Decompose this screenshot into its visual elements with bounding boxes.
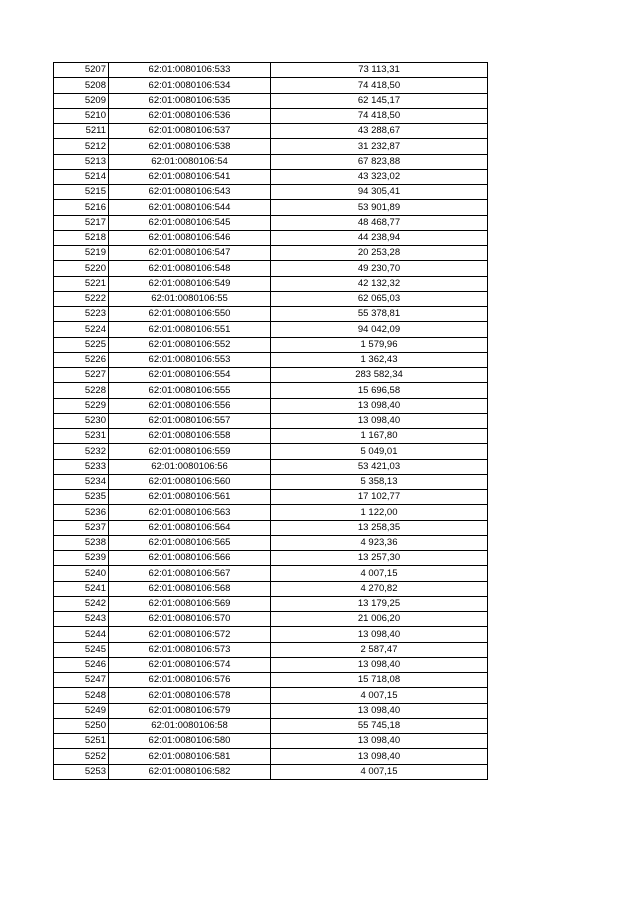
cadastral-value-cell: 13 098,40 — [271, 657, 488, 672]
cadastral-value-cell: 13 257,30 — [271, 551, 488, 566]
cadastral-number-cell: 62:01:0080106:537 — [109, 124, 271, 139]
table-row — [54, 261, 488, 276]
cadastral-number-cell: 62:01:0080106:55 — [109, 291, 271, 306]
cadastral-number-cell: 62:01:0080106:553 — [109, 352, 271, 367]
row-number-cell: 5213 — [54, 154, 109, 169]
cadastral-number-cell: 62:01:0080106:533 — [109, 63, 271, 78]
row-number-cell: 5243 — [54, 612, 109, 627]
table-row — [54, 139, 488, 154]
table-row — [54, 322, 488, 337]
row-number-cell: 5223 — [54, 307, 109, 322]
cadastral-number-cell: 62:01:0080106:565 — [109, 535, 271, 550]
cadastral-value-cell: 74 418,50 — [271, 108, 488, 123]
cadastral-number-cell: 62:01:0080106:578 — [109, 688, 271, 703]
table-row — [54, 154, 488, 169]
cadastral-value-cell: 13 098,40 — [271, 734, 488, 749]
row-number-cell: 5218 — [54, 230, 109, 245]
table-row — [54, 734, 488, 749]
table-row — [54, 124, 488, 139]
cadastral-number-cell: 62:01:0080106:546 — [109, 230, 271, 245]
row-number-cell: 5221 — [54, 276, 109, 291]
row-number-cell: 5222 — [54, 291, 109, 306]
row-number-cell: 5249 — [54, 703, 109, 718]
row-number-cell: 5209 — [54, 93, 109, 108]
cadastral-value-cell: 1 579,96 — [271, 337, 488, 352]
table-row — [54, 200, 488, 215]
table-row — [54, 307, 488, 322]
cadastral-number-cell: 62:01:0080106:572 — [109, 627, 271, 642]
cadastral-value-cell: 67 823,88 — [271, 154, 488, 169]
table-row — [54, 429, 488, 444]
cadastral-number-cell: 62:01:0080106:579 — [109, 703, 271, 718]
cadastral-value-cell: 13 258,35 — [271, 520, 488, 535]
cadastral-number-cell: 62:01:0080106:580 — [109, 734, 271, 749]
cadastral-number-cell: 62:01:0080106:564 — [109, 520, 271, 535]
cadastral-number-cell: 62:01:0080106:538 — [109, 139, 271, 154]
row-number-cell: 5211 — [54, 124, 109, 139]
table-row — [54, 520, 488, 535]
cadastral-number-cell: 62:01:0080106:543 — [109, 185, 271, 200]
cadastral-value-cell: 5 358,13 — [271, 474, 488, 489]
row-number-cell: 5226 — [54, 352, 109, 367]
row-number-cell: 5212 — [54, 139, 109, 154]
cadastral-value-cell: 1 167,80 — [271, 429, 488, 444]
row-number-cell: 5225 — [54, 337, 109, 352]
table-row — [54, 246, 488, 261]
cadastral-value-cell: 4 007,15 — [271, 688, 488, 703]
table-row — [54, 566, 488, 581]
cadastral-value-cell: 2 587,47 — [271, 642, 488, 657]
cadastral-value-cell: 4 007,15 — [271, 566, 488, 581]
table-row — [54, 93, 488, 108]
cadastral-number-cell: 62:01:0080106:558 — [109, 429, 271, 444]
row-number-cell: 5237 — [54, 520, 109, 535]
row-number-cell: 5216 — [54, 200, 109, 215]
cadastral-value-cell: 1 362,43 — [271, 352, 488, 367]
row-number-cell: 5210 — [54, 108, 109, 123]
table-row — [54, 612, 488, 627]
row-number-cell: 5233 — [54, 459, 109, 474]
cadastral-number-cell: 62:01:0080106:534 — [109, 78, 271, 93]
cadastral-value-cell: 31 232,87 — [271, 139, 488, 154]
row-number-cell: 5238 — [54, 535, 109, 550]
cadastral-value-cell: 94 042,09 — [271, 322, 488, 337]
cadastral-value-cell: 283 582,34 — [271, 368, 488, 383]
table-row — [54, 78, 488, 93]
row-number-cell: 5217 — [54, 215, 109, 230]
cadastral-number-cell: 62:01:0080106:549 — [109, 276, 271, 291]
cadastral-number-cell: 62:01:0080106:54 — [109, 154, 271, 169]
row-number-cell: 5227 — [54, 368, 109, 383]
cadastral-value-cell: 74 418,50 — [271, 78, 488, 93]
table-row — [54, 688, 488, 703]
cadastral-number-cell: 62:01:0080106:58 — [109, 718, 271, 733]
cadastral-number-cell: 62:01:0080106:582 — [109, 764, 271, 779]
cadastral-value-cell: 1 122,00 — [271, 505, 488, 520]
row-number-cell: 5234 — [54, 474, 109, 489]
table-row — [54, 764, 488, 779]
table-row — [54, 337, 488, 352]
cadastral-value-cell: 5 049,01 — [271, 444, 488, 459]
row-number-cell: 5232 — [54, 444, 109, 459]
table-row — [54, 413, 488, 428]
cadastral-value-cell: 13 098,40 — [271, 627, 488, 642]
cadastral-value-cell: 4 007,15 — [271, 764, 488, 779]
table-row — [54, 352, 488, 367]
table-row — [54, 108, 488, 123]
cadastral-value-cell: 62 065,03 — [271, 291, 488, 306]
cadastral-value-cell: 17 102,77 — [271, 490, 488, 505]
row-number-cell: 5229 — [54, 398, 109, 413]
row-number-cell: 5215 — [54, 185, 109, 200]
row-number-cell: 5242 — [54, 596, 109, 611]
cadastral-number-cell: 62:01:0080106:554 — [109, 368, 271, 383]
table-row — [54, 642, 488, 657]
table-row — [54, 718, 488, 733]
table-row — [54, 581, 488, 596]
cadastral-value-cell: 53 421,03 — [271, 459, 488, 474]
cadastral-value-cell: 13 179,25 — [271, 596, 488, 611]
cadastral-number-cell: 62:01:0080106:568 — [109, 581, 271, 596]
row-number-cell: 5245 — [54, 642, 109, 657]
cadastral-number-cell: 62:01:0080106:545 — [109, 215, 271, 230]
cadastral-value-table — [53, 62, 488, 780]
cadastral-number-cell: 62:01:0080106:557 — [109, 413, 271, 428]
table-row — [54, 230, 488, 245]
cadastral-number-cell: 62:01:0080106:566 — [109, 551, 271, 566]
table-body — [54, 63, 488, 780]
row-number-cell: 5228 — [54, 383, 109, 398]
table-row — [54, 185, 488, 200]
cadastral-number-cell: 62:01:0080106:576 — [109, 673, 271, 688]
table-row — [54, 749, 488, 764]
cadastral-number-cell: 62:01:0080106:570 — [109, 612, 271, 627]
table-row — [54, 505, 488, 520]
cadastral-value-cell: 15 696,58 — [271, 383, 488, 398]
row-number-cell: 5240 — [54, 566, 109, 581]
cadastral-number-cell: 62:01:0080106:547 — [109, 246, 271, 261]
row-number-cell: 5208 — [54, 78, 109, 93]
table-row — [54, 474, 488, 489]
table-row — [54, 673, 488, 688]
cadastral-number-cell: 62:01:0080106:555 — [109, 383, 271, 398]
cadastral-value-cell: 20 253,28 — [271, 246, 488, 261]
row-number-cell: 5252 — [54, 749, 109, 764]
table-row — [54, 627, 488, 642]
table-row — [54, 490, 488, 505]
cadastral-number-cell: 62:01:0080106:56 — [109, 459, 271, 474]
cadastral-value-cell: 43 323,02 — [271, 169, 488, 184]
cadastral-value-cell: 21 006,20 — [271, 612, 488, 627]
table-row — [54, 291, 488, 306]
table-row — [54, 535, 488, 550]
cadastral-value-cell: 15 718,08 — [271, 673, 488, 688]
row-number-cell: 5214 — [54, 169, 109, 184]
row-number-cell: 5248 — [54, 688, 109, 703]
row-number-cell: 5239 — [54, 551, 109, 566]
cadastral-number-cell: 62:01:0080106:536 — [109, 108, 271, 123]
row-number-cell: 5244 — [54, 627, 109, 642]
cadastral-value-cell: 13 098,40 — [271, 749, 488, 764]
cadastral-value-cell: 53 901,89 — [271, 200, 488, 215]
cadastral-number-cell: 62:01:0080106:550 — [109, 307, 271, 322]
cadastral-value-cell: 94 305,41 — [271, 185, 488, 200]
table-row — [54, 459, 488, 474]
row-number-cell: 5236 — [54, 505, 109, 520]
cadastral-value-cell: 73 113,31 — [271, 63, 488, 78]
row-number-cell: 5224 — [54, 322, 109, 337]
table-row — [54, 703, 488, 718]
table-row — [54, 444, 488, 459]
cadastral-number-cell: 62:01:0080106:544 — [109, 200, 271, 215]
row-number-cell: 5230 — [54, 413, 109, 428]
row-number-cell: 5251 — [54, 734, 109, 749]
cadastral-value-cell: 4 923,36 — [271, 535, 488, 550]
cadastral-number-cell: 62:01:0080106:535 — [109, 93, 271, 108]
row-number-cell: 5250 — [54, 718, 109, 733]
cadastral-value-cell: 49 230,70 — [271, 261, 488, 276]
cadastral-value-cell: 44 238,94 — [271, 230, 488, 245]
row-number-cell: 5241 — [54, 581, 109, 596]
row-number-cell: 5246 — [54, 657, 109, 672]
cadastral-value-cell: 43 288,67 — [271, 124, 488, 139]
table-row — [54, 551, 488, 566]
table-row — [54, 368, 488, 383]
cadastral-value-cell: 62 145,17 — [271, 93, 488, 108]
cadastral-number-cell: 62:01:0080106:556 — [109, 398, 271, 413]
row-number-cell: 5253 — [54, 764, 109, 779]
row-number-cell: 5207 — [54, 63, 109, 78]
cadastral-number-cell: 62:01:0080106:548 — [109, 261, 271, 276]
cadastral-number-cell: 62:01:0080106:559 — [109, 444, 271, 459]
table-row — [54, 169, 488, 184]
table-row — [54, 63, 488, 78]
cadastral-value-cell: 13 098,40 — [271, 398, 488, 413]
cadastral-number-cell: 62:01:0080106:567 — [109, 566, 271, 581]
row-number-cell: 5219 — [54, 246, 109, 261]
cadastral-number-cell: 62:01:0080106:561 — [109, 490, 271, 505]
cadastral-value-cell: 48 468,77 — [271, 215, 488, 230]
cadastral-value-cell: 13 098,40 — [271, 413, 488, 428]
cadastral-number-cell: 62:01:0080106:569 — [109, 596, 271, 611]
row-number-cell: 5235 — [54, 490, 109, 505]
cadastral-value-cell: 42 132,32 — [271, 276, 488, 291]
table-row — [54, 596, 488, 611]
table-row — [54, 276, 488, 291]
cadastral-number-cell: 62:01:0080106:563 — [109, 505, 271, 520]
cadastral-value-cell: 55 745,18 — [271, 718, 488, 733]
row-number-cell: 5220 — [54, 261, 109, 276]
cadastral-value-cell: 55 378,81 — [271, 307, 488, 322]
cadastral-number-cell: 62:01:0080106:541 — [109, 169, 271, 184]
table-row — [54, 398, 488, 413]
row-number-cell: 5247 — [54, 673, 109, 688]
table-row — [54, 383, 488, 398]
row-number-cell: 5231 — [54, 429, 109, 444]
cadastral-number-cell: 62:01:0080106:574 — [109, 657, 271, 672]
table-row — [54, 657, 488, 672]
cadastral-number-cell: 62:01:0080106:551 — [109, 322, 271, 337]
cadastral-value-cell: 4 270,82 — [271, 581, 488, 596]
cadastral-number-cell: 62:01:0080106:560 — [109, 474, 271, 489]
cadastral-number-cell: 62:01:0080106:552 — [109, 337, 271, 352]
cadastral-number-cell: 62:01:0080106:573 — [109, 642, 271, 657]
cadastral-value-cell: 13 098,40 — [271, 703, 488, 718]
table-row — [54, 215, 488, 230]
cadastral-number-cell: 62:01:0080106:581 — [109, 749, 271, 764]
